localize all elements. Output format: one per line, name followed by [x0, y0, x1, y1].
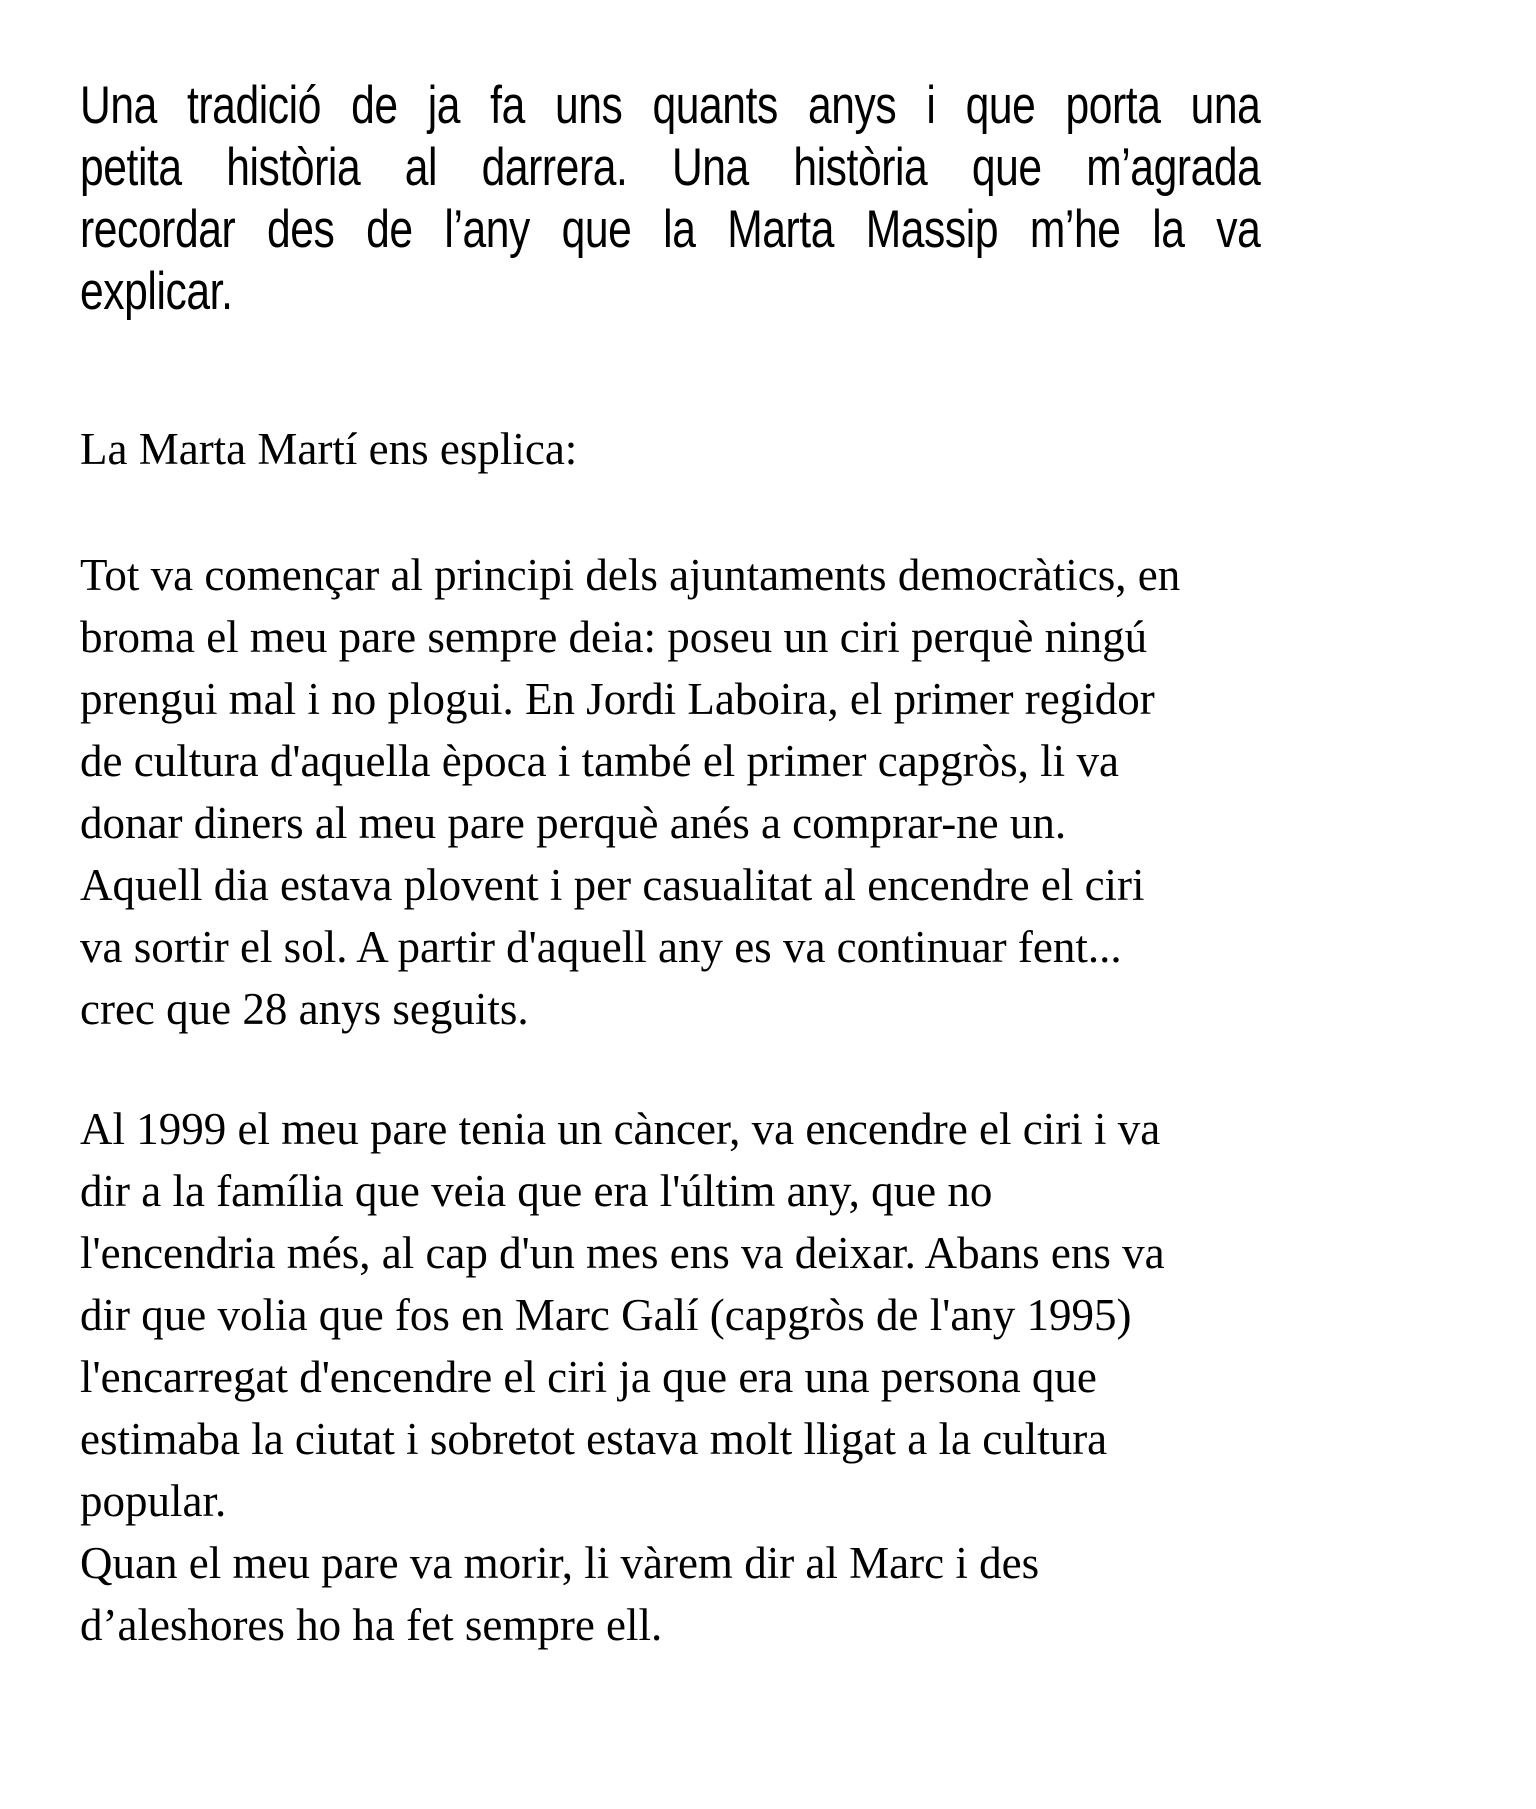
text-line: l'encendria més, al cap d'un mes ens va deixar. Abans ens va — [80, 1228, 1165, 1278]
text-line: Tot va començar al principi dels ajuntaments democràtics, en — [80, 550, 1181, 600]
text-line: de cultura d'aquella època i també el primer capgròs, li va — [80, 736, 1119, 786]
intro-paragraph — [80, 75, 1536, 323]
text-line: l'encarregat d'encendre el ciri ja que era una persona que — [80, 1352, 1097, 1402]
text-line: prengui mal i no plogui. En Jordi Laboira, el primer regidor — [80, 674, 1155, 724]
narrator-heading: La Marta Martí ens esplica: — [80, 424, 578, 474]
text-line: estimaba la ciutat i sobretot estava molt lligat a la cultura — [80, 1414, 1108, 1464]
text-line: Al 1999 el meu pare tenia un càncer, va encendre el ciri i va — [80, 1104, 1161, 1154]
cancer-paragraph — [80, 1098, 1370, 1656]
document-page — [80, 75, 1536, 1656]
text-line: recordar des de l’any que la Marta Massip m’he la va — [80, 200, 1261, 259]
text-line: d’aleshores ho ha fet sempre ell. — [80, 1600, 663, 1650]
text-line: popular. — [80, 1476, 227, 1526]
text-line: Aquell dia estava plovent i per casualitat al encendre el ciri — [80, 860, 1145, 910]
text-line: explicar. — [80, 262, 233, 321]
text-line: Quan el meu pare va morir, li vàrem dir al Marc i des — [80, 1538, 1040, 1588]
story-paragraph — [80, 544, 1370, 1040]
text-line: broma el meu pare sempre deia: poseu un ciri perquè ningú — [80, 612, 1148, 662]
text-line: va sortir el sol. A partir d'aquell any es va continuar fent... — [80, 922, 1122, 972]
text-line: petita història al darrera. Una història que m’agrada — [80, 138, 1261, 197]
text-line: dir a la família que veia que era l'últim any, que no — [80, 1166, 993, 1216]
text-line: dir que volia que fos en Marc Galí (capgròs de l'any 1995) — [80, 1290, 1132, 1340]
text-line: crec que 28 anys seguits. — [80, 984, 529, 1034]
text-line: Una tradició de ja fa uns quants anys i que porta una — [80, 76, 1261, 135]
text-line: donar diners al meu pare perquè anés a comprar-ne un. — [80, 798, 1067, 848]
